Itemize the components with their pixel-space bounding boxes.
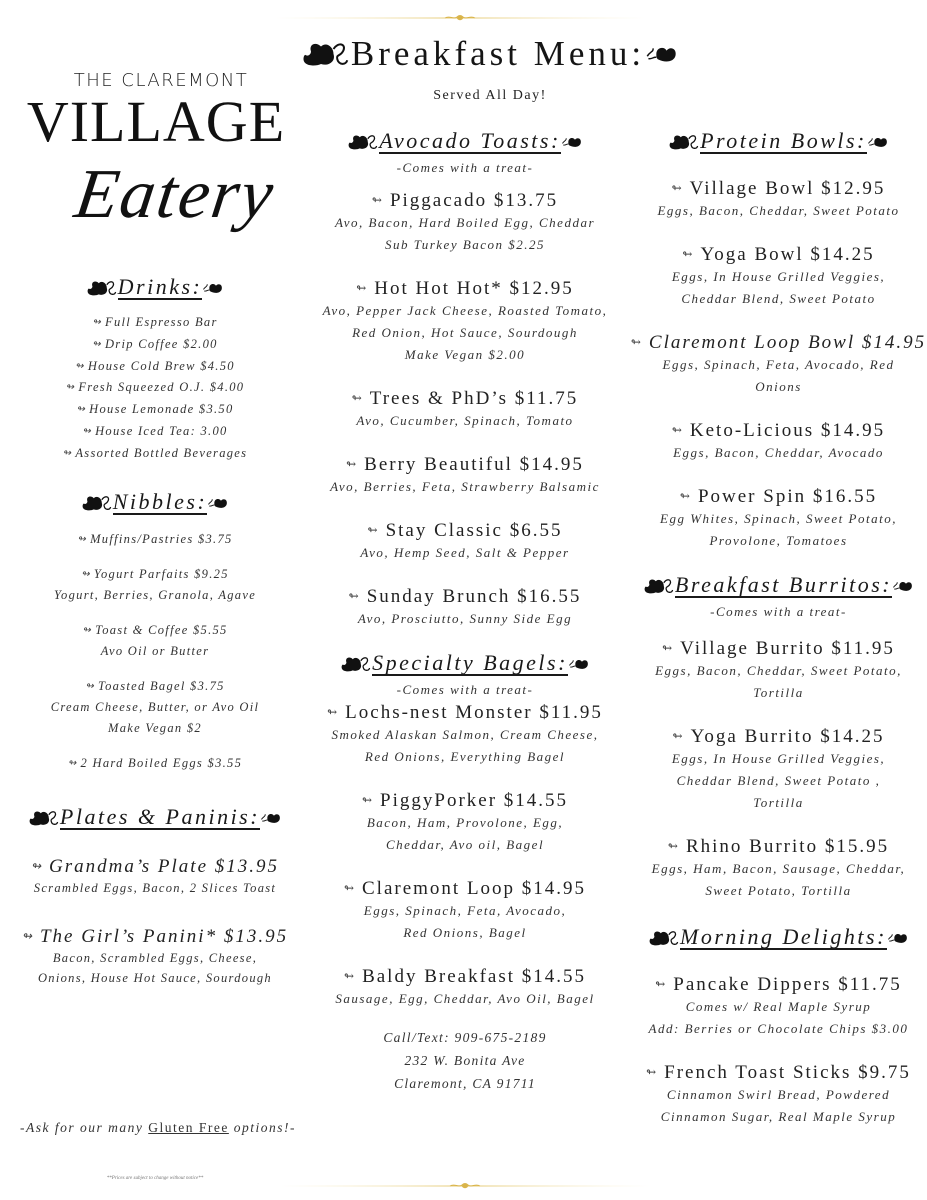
logo-pre: THE CLAREMONT	[73, 70, 249, 91]
menu-item	[0, 753, 310, 774]
gluten-free-note	[8, 1120, 308, 1136]
menu-item	[300, 388, 630, 432]
item-name	[630, 486, 927, 508]
section-title: Drinks:	[117, 274, 203, 299]
menu-item	[300, 966, 630, 1010]
item-description: Smoked Alaskan Salmon, Cream Cheese,	[331, 727, 599, 742]
item-description: Comes w/ Real Maple Syrup	[685, 999, 872, 1014]
item-description: Eggs, In House Grilled Veggies,	[671, 751, 886, 766]
item-description: Onions, House Hot Sauce, Sourdough	[37, 970, 272, 985]
item-description: Bacon, Scrambled Eggs, Cheese,	[52, 950, 258, 965]
item-name-label: 2 Hard Boiled Eggs $3.55	[80, 755, 243, 770]
fleuron-right-icon	[568, 656, 590, 672]
item-name-label: Baldy Breakfast $14.55	[362, 966, 586, 987]
item-description: Eggs, Spinach, Feta, Avocado,	[363, 903, 567, 918]
menu-title: Breakfast Menu:	[350, 34, 646, 73]
drink-label: House Lemonade $3.50	[89, 402, 234, 417]
price-disclaimer: **Prices are subject to change without notice**	[106, 1176, 204, 1181]
section-header	[300, 652, 630, 676]
item-name-label: Village Bowl $12.95	[689, 178, 886, 199]
arrow-bullet-icon: ↬	[92, 317, 103, 328]
fleuron-right-icon	[867, 134, 889, 150]
logo-village: VILLAGE	[26, 89, 286, 154]
menu-item	[300, 454, 630, 498]
item-name	[300, 966, 630, 988]
fleuron-right-icon	[207, 495, 229, 511]
menu-item	[0, 620, 310, 662]
item-name	[630, 178, 927, 200]
item-description: Avo, Hemp Seed, Salt & Pepper	[360, 545, 570, 560]
contact-info	[300, 1026, 630, 1095]
arrow-bullet-icon: ↬	[75, 360, 85, 372]
treat-note: -Comes with a treat-	[396, 682, 534, 697]
item-description: Cinnamon Sugar, Real Maple Syrup	[660, 1109, 897, 1124]
menu-item	[0, 529, 310, 550]
fleuron-left-icon	[86, 278, 118, 298]
item-name-label: Toasted Bagel $3.75	[98, 678, 225, 693]
section-header	[0, 488, 310, 515]
fleuron-left-icon	[340, 654, 372, 674]
item-name-label: Sunday Brunch $16.55	[366, 586, 582, 607]
fleuron-left-icon	[648, 928, 680, 948]
arrow-bullet-icon: ↬	[367, 523, 380, 537]
fleuron-right-icon	[892, 578, 914, 594]
item-name	[630, 836, 927, 858]
menu-item	[0, 856, 310, 898]
fleuron-left-icon	[643, 576, 675, 596]
menu-item	[0, 564, 310, 606]
fleuron-left-icon	[347, 132, 379, 152]
item-name	[0, 564, 310, 585]
section-breakfast-burritos	[630, 574, 927, 902]
item-name	[630, 726, 927, 748]
menu-item	[630, 974, 927, 1040]
section-title: Avocado Toasts:	[379, 128, 561, 153]
arrow-bullet-icon: ↬	[30, 858, 44, 873]
item-name-label: Grandma’s Plate $13.95	[49, 855, 280, 877]
item-description: Sausage, Egg, Cheddar, Avo Oil, Bagel	[335, 991, 595, 1006]
item-name	[0, 926, 310, 948]
list-item	[0, 443, 310, 465]
item-name-label: Piggacado $13.75	[389, 190, 559, 211]
fleuron-right-icon	[561, 134, 583, 150]
item-name	[630, 244, 927, 266]
arrow-bullet-icon: ↬	[343, 881, 356, 895]
item-description: Eggs, Spinach, Feta, Avocado, Red	[662, 357, 895, 372]
menu-item	[630, 638, 927, 704]
item-description: Sweet Potato, Tortilla	[705, 883, 852, 898]
section-title: Breakfast Burritos:	[674, 572, 893, 597]
fleuron-left-icon	[301, 39, 351, 69]
arrow-bullet-icon: ↬	[672, 729, 685, 743]
item-name	[300, 702, 630, 724]
served-all-day: Served All Day!	[433, 88, 547, 103]
item-description: Add: Berries or Chocolate Chips $3.00	[648, 1021, 909, 1036]
item-description: Red Onions, Bagel	[403, 925, 527, 940]
item-name	[300, 520, 630, 542]
item-description: Scrambled Eggs, Bacon, 2 Slices Toast	[33, 880, 277, 895]
section-specialty-bagels	[300, 652, 630, 1010]
item-name-label: Claremont Loop $14.95	[362, 878, 587, 899]
arrow-bullet-icon: ↬	[371, 193, 384, 207]
gluten-note-post: options!-	[228, 1120, 296, 1135]
treat-note: -Comes with a treat-	[396, 160, 534, 175]
section-header	[300, 130, 630, 154]
item-name-label: Keto-Licious $14.95	[689, 420, 886, 441]
arrow-bullet-icon: ↬	[630, 335, 643, 349]
item-description: Avo, Cucumber, Spinach, Tomato	[356, 413, 574, 428]
item-description: Cheddar Blend, Sweet Potato	[681, 291, 876, 306]
item-name-label: Trees & PhD’s $11.75	[369, 388, 579, 409]
item-name-label: The Girl’s Panini* $13.95	[39, 925, 289, 947]
section-header	[630, 574, 927, 598]
arrow-bullet-icon: ↬	[76, 404, 87, 416]
menu-item	[300, 520, 630, 564]
drink-label: Full Espresso Bar	[105, 315, 218, 329]
item-description: Yogurt, Berries, Granola, Agave	[53, 587, 257, 602]
menu-item	[630, 836, 927, 902]
arrow-bullet-icon: ↬	[62, 447, 73, 459]
menu-item	[300, 702, 630, 768]
menu-item	[630, 726, 927, 814]
item-description: Provolone, Tomatoes	[709, 533, 848, 548]
restaurant-logo	[0, 70, 310, 235]
item-description: Egg Whites, Spinach, Sweet Potato,	[660, 511, 897, 526]
gold-divider-top	[275, 12, 645, 24]
logo-eatery: Eatery	[70, 156, 280, 233]
drink-label: Drip Coffee $2.00	[104, 336, 218, 351]
item-name	[630, 420, 927, 442]
item-name-label: Pancake Dippers $11.75	[673, 974, 902, 995]
item-name	[300, 190, 630, 212]
item-name	[0, 620, 310, 641]
drink-label: Assorted Bottled Beverages	[75, 445, 248, 460]
arrow-bullet-icon: ↬	[65, 382, 76, 394]
arrow-bullet-icon: ↬	[356, 281, 369, 295]
contact-street: 232 W. Bonita Ave	[404, 1053, 526, 1068]
section-header	[630, 926, 927, 950]
contact-phone[interactable]: Call/Text: 909-675-2189	[383, 1030, 547, 1045]
item-name-label: Village Burrito $11.95	[680, 638, 895, 659]
item-description: Eggs, Bacon, Cheddar, Sweet Potato,	[655, 663, 902, 678]
list-item	[0, 377, 310, 399]
middle-column	[300, 130, 630, 1095]
item-description: Cream Cheese, Butter, or Avo Oil	[50, 699, 260, 714]
item-name-label: Yoga Burrito $14.25	[690, 726, 885, 747]
gluten-free-link[interactable]: Gluten Free	[148, 1120, 229, 1135]
item-description: Eggs, In House Grilled Veggies,	[671, 269, 886, 284]
menu-item	[630, 244, 927, 310]
item-description: Tortilla	[753, 795, 804, 810]
item-description: Cheddar, Avo oil, Bagel	[385, 837, 545, 852]
arrow-bullet-icon: ↬	[671, 181, 684, 195]
arrow-bullet-icon: ↬	[655, 977, 668, 991]
arrow-bullet-icon: ↬	[682, 247, 695, 261]
item-description: Avo Oil or Butter	[100, 643, 210, 658]
arrow-bullet-icon: ↬	[679, 489, 692, 503]
fleuron-left-icon	[81, 493, 113, 513]
list-item	[0, 399, 310, 421]
list-item	[0, 312, 310, 334]
item-name	[630, 974, 927, 996]
item-description: Avo, Prosciutto, Sunny Side Egg	[357, 611, 573, 626]
menu-item	[300, 190, 630, 256]
item-description: Cheddar Blend, Sweet Potato ,	[676, 773, 881, 788]
section-protein-bowls	[630, 130, 927, 552]
section-header	[0, 276, 310, 300]
item-description: Avo, Berries, Feta, Strawberry Balsamic	[330, 479, 600, 494]
item-description: Eggs, Bacon, Cheddar, Sweet Potato	[657, 203, 900, 218]
arrow-bullet-icon: ↬	[348, 589, 361, 603]
gold-divider-bottom	[280, 1180, 650, 1192]
item-name-label: Power Spin $16.55	[697, 486, 878, 507]
menu-item	[0, 676, 310, 739]
section-title: Specialty Bagels:	[372, 650, 568, 675]
section-morning-delights	[630, 926, 927, 1128]
section-title: Protein Bowls:	[700, 128, 867, 153]
item-name-label: Toast & Coffee $5.55	[95, 622, 228, 637]
menu-item	[630, 1062, 927, 1128]
item-name-label: Muffins/Pastries $3.75	[90, 531, 233, 546]
item-name	[630, 638, 927, 660]
arrow-bullet-icon: ↬	[671, 423, 684, 437]
arrow-bullet-icon: ↬	[662, 641, 675, 655]
fleuron-right-icon	[202, 280, 224, 296]
item-description: Cinnamon Swirl Bread, Powdered	[666, 1087, 891, 1102]
list-item	[0, 421, 310, 443]
item-name	[300, 586, 630, 608]
section-plates	[0, 803, 310, 988]
item-name	[300, 790, 630, 812]
item-description: Eggs, Ham, Bacon, Sausage, Cheddar,	[651, 861, 906, 876]
drink-label: Fresh Squeezed O.J. $4.00	[78, 380, 245, 395]
fleuron-right-icon	[887, 930, 909, 946]
item-name-label: Stay Classic $6.55	[385, 520, 563, 541]
item-name	[0, 856, 310, 878]
arrow-bullet-icon: ↬	[21, 928, 34, 943]
menu-item	[630, 332, 927, 398]
item-name-label: Yoga Bowl $14.25	[700, 244, 875, 265]
item-name-label: PiggyPorker $14.55	[380, 790, 569, 811]
arrow-bullet-icon: ↬	[351, 391, 364, 405]
fleuron-left-icon	[668, 132, 700, 152]
menu-item	[630, 420, 927, 464]
item-name	[0, 753, 310, 774]
item-name	[300, 278, 630, 300]
section-drinks	[0, 276, 310, 465]
item-description: Sub Turkey Bacon $2.25	[384, 237, 546, 252]
arrow-bullet-icon: ↬	[327, 705, 340, 719]
item-name	[0, 676, 310, 697]
section-header	[0, 803, 310, 830]
item-description: Onions	[755, 379, 802, 394]
item-description: Bacon, Ham, Provolone, Egg,	[366, 815, 564, 830]
fleuron-left-icon	[28, 808, 60, 828]
arrow-bullet-icon: ↬	[85, 680, 95, 692]
section-title: Nibbles:	[112, 488, 208, 514]
item-name	[630, 1062, 927, 1084]
treat-note: -Comes with a treat-	[710, 604, 847, 619]
item-description: Eggs, Bacon, Cheddar, Avocado	[673, 445, 884, 460]
menu-item	[630, 178, 927, 222]
item-name	[0, 529, 310, 550]
section-avocado-toasts	[300, 130, 630, 630]
item-name-label: Lochs-nest Monster $11.95	[345, 702, 603, 723]
item-name-label: Berry Beautiful $14.95	[364, 454, 584, 475]
arrow-bullet-icon: ↬	[344, 969, 357, 983]
page-title	[280, 34, 700, 74]
menu-item	[300, 586, 630, 630]
arrow-bullet-icon: ↬	[361, 793, 375, 807]
menu-item	[630, 486, 927, 552]
arrow-bullet-icon: ↬	[92, 338, 102, 350]
item-name	[300, 388, 630, 410]
item-name-label: Yogurt Parfaits $9.25	[93, 566, 229, 581]
item-description: Make Vegan $2.00	[404, 347, 526, 362]
fleuron-right-icon	[260, 810, 282, 826]
fleuron-right-icon	[645, 42, 679, 66]
arrow-bullet-icon: ↬	[346, 457, 359, 471]
gluten-note-pre: -Ask for our many	[20, 1120, 149, 1135]
menu-item	[300, 278, 630, 366]
drink-label: House Cold Brew $4.50	[87, 358, 235, 373]
arrow-bullet-icon: ↬	[646, 1065, 659, 1079]
section-nibbles	[0, 488, 310, 774]
arrow-bullet-icon: ↬	[667, 839, 680, 853]
item-description: Red Onions, Everything Bagel	[364, 749, 566, 764]
menu-item	[300, 878, 630, 944]
contact-city: Claremont, CA 91711	[394, 1076, 536, 1091]
item-description: Tortilla	[753, 685, 804, 700]
right-column	[630, 130, 927, 1128]
arrow-bullet-icon: ↬	[82, 624, 93, 636]
arrow-bullet-icon: ↬	[77, 533, 88, 545]
item-name	[300, 454, 630, 476]
section-title: Morning Delights:	[680, 924, 887, 949]
item-name-label: French Toast Sticks $9.75	[664, 1062, 911, 1083]
item-description: Avo, Pepper Jack Cheese, Roasted Tomato,	[322, 303, 608, 318]
arrow-bullet-icon: ↬	[67, 757, 78, 769]
item-description: Red Onion, Hot Sauce, Sourdough	[352, 325, 578, 340]
item-name-label: Rhino Burrito $15.95	[685, 836, 890, 857]
section-title: Plates & Paninis:	[59, 803, 261, 829]
item-description: Avo, Bacon, Hard Boiled Egg, Cheddar	[334, 215, 596, 230]
item-name-label: Claremont Loop Bowl $14.95	[648, 332, 927, 353]
item-name-label: Hot Hot Hot* $12.95	[374, 278, 574, 299]
list-item	[0, 356, 310, 378]
menu-item	[0, 926, 310, 988]
section-header	[630, 130, 927, 154]
arrow-bullet-icon: ↬	[81, 568, 91, 580]
drink-label: House Iced Tea: 3.00	[95, 423, 228, 438]
menu-item	[300, 790, 630, 856]
item-description: Make Vegan $2	[108, 720, 202, 735]
item-name	[630, 332, 927, 354]
list-item	[0, 334, 310, 356]
arrow-bullet-icon: ↬	[82, 425, 93, 437]
item-name	[300, 878, 630, 900]
left-column	[0, 276, 310, 988]
